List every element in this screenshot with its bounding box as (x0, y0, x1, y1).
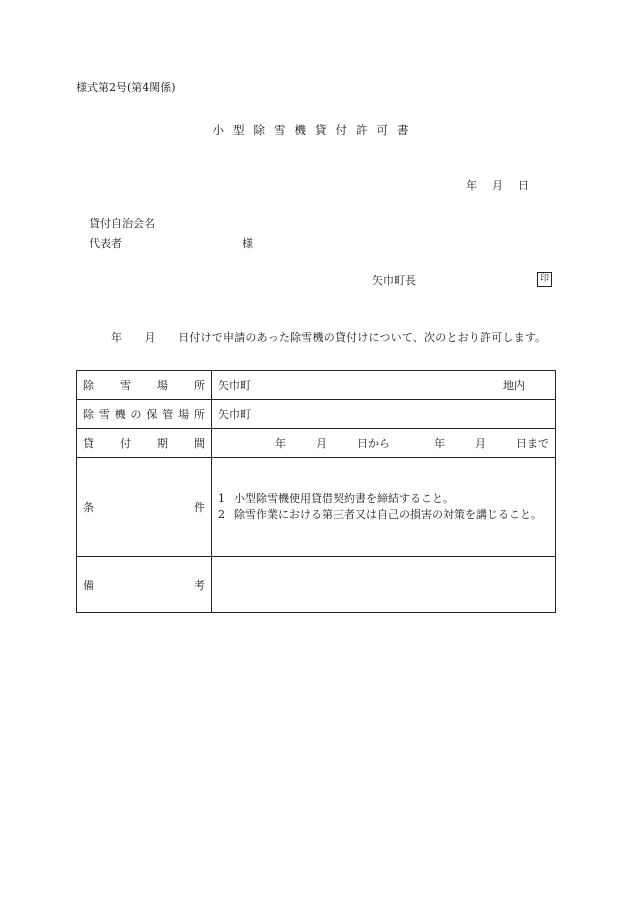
recipient-org-label: 貸付自治会名 (89, 217, 155, 230)
condition-text: 除雪作業における第三者又は自己の損害の対策を講じること。 (234, 508, 542, 521)
condition-number: 2 (218, 508, 225, 521)
table-row-location (77, 371, 556, 400)
table-row-storage (77, 400, 556, 429)
storage-label: 除 雪 機 の 保 管 場 所 (83, 408, 205, 421)
recipient-honorific: 様 (242, 237, 253, 250)
conditions-label: 条 件 (83, 501, 205, 514)
location-label: 除 雪 場 所 (83, 379, 205, 392)
period-label-cell (77, 429, 212, 458)
location-suffix: 地内 (503, 379, 525, 392)
location-town: 矢巾町 (218, 379, 251, 392)
body-text: 年 月 日付けで申請のあった除雪機の貸付けについて、次のとおり許可します。 (111, 331, 547, 344)
document-title: 小型除雪機貸付許可書 (212, 123, 418, 137)
conditions-list (218, 491, 549, 523)
date-month: 月 (492, 179, 503, 192)
storage-label-cell (77, 400, 212, 429)
period-to-day: 日まで (516, 437, 549, 450)
period-to-year: 年 (434, 437, 445, 450)
date-year: 年 (466, 179, 477, 192)
condition-number: 1 (218, 492, 225, 505)
remarks-label-cell (77, 557, 212, 613)
period-from-month: 月 (316, 437, 327, 450)
period-from-day: 日から (357, 437, 390, 450)
table-row-remarks (77, 557, 556, 613)
condition-item (218, 507, 549, 523)
recipient-rep-label: 代表者 (89, 237, 122, 250)
seal-mark: 印 (537, 272, 552, 287)
table-row-period (77, 429, 556, 458)
date-day: 日 (518, 179, 529, 192)
condition-item (218, 491, 549, 507)
conditions-label-cell (77, 458, 212, 557)
period-from-year: 年 (275, 437, 286, 450)
condition-text: 小型除雪機使用貸借契約書を締結すること。 (234, 492, 454, 505)
form-number: 様式第2号(第4関係) (76, 81, 176, 94)
permit-table (76, 370, 556, 613)
period-value (218, 435, 549, 451)
conditions-value-cell (212, 458, 556, 557)
storage-value: 矢巾町 (212, 400, 556, 429)
location-value-cell (212, 371, 556, 400)
issuer-title: 矢巾町長 (372, 274, 416, 287)
period-value-cell (212, 429, 556, 458)
location-label-cell (77, 371, 212, 400)
period-to-month: 月 (475, 437, 486, 450)
issue-date (466, 179, 529, 193)
period-label: 貸 付 期 間 (83, 437, 205, 450)
remarks-label: 備 考 (83, 578, 205, 592)
table-row-conditions (77, 458, 556, 557)
remarks-value (212, 557, 556, 613)
